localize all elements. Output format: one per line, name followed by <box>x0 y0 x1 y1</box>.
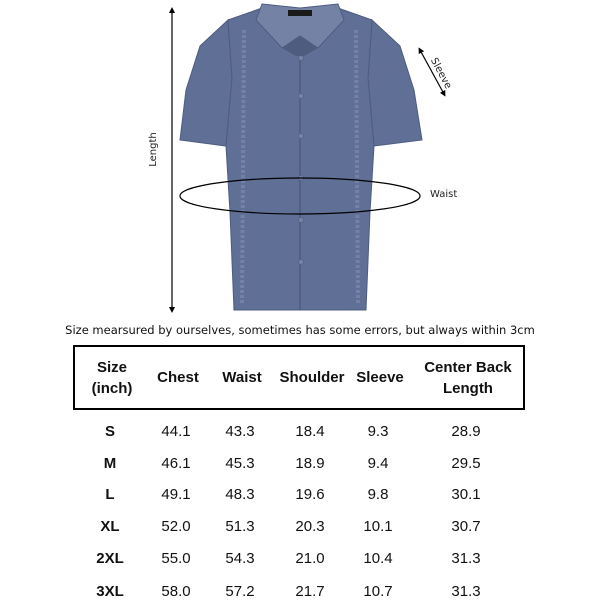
cell-chest: 44.1 <box>161 423 191 440</box>
header-waist: Waist <box>222 369 262 386</box>
cell-size: L <box>105 486 115 503</box>
left-sleeve <box>180 20 232 146</box>
shirt-button <box>298 93 303 98</box>
cell-chest: 49.1 <box>161 486 191 503</box>
cell-waist: 43.3 <box>225 423 255 440</box>
cell-sleeve: 9.4 <box>367 455 389 472</box>
header-chest: Chest <box>157 369 199 386</box>
cell-shoulder: 18.9 <box>295 455 325 472</box>
table-row <box>73 545 525 573</box>
cell-center-back-length: 30.1 <box>451 486 481 503</box>
cell-waist: 48.3 <box>225 486 255 503</box>
cell-waist: 51.3 <box>225 518 255 535</box>
table-row <box>73 578 525 606</box>
cell-sleeve: 10.1 <box>363 518 393 535</box>
table-row <box>73 450 525 478</box>
right-embroidery-stripe <box>356 30 358 304</box>
sleeve-label: Sleeve <box>428 56 454 91</box>
neck-label <box>288 10 312 16</box>
cell-sleeve: 9.3 <box>367 423 389 440</box>
header-size: Size (inch) <box>91 358 133 397</box>
cell-center-back-length: 29.5 <box>451 455 481 472</box>
table-row <box>73 481 525 509</box>
cell-size: S <box>104 423 115 440</box>
cell-chest: 55.0 <box>161 550 191 567</box>
cell-chest: 58.0 <box>161 583 191 600</box>
cell-sleeve: 9.8 <box>367 486 389 503</box>
cell-sleeve: 10.4 <box>363 550 393 567</box>
cell-center-back-length: 31.3 <box>451 583 481 600</box>
cell-waist: 54.3 <box>225 550 255 567</box>
shirt-icon <box>180 4 422 310</box>
cell-size: 2XL <box>96 550 124 567</box>
waist-label: Waist <box>430 189 458 200</box>
table-row <box>73 513 525 541</box>
cell-center-back-length: 31.3 <box>451 550 481 567</box>
shirt-button <box>298 55 303 60</box>
cell-shoulder: 21.0 <box>295 550 325 567</box>
cell-size: XL <box>100 518 120 535</box>
length-label: Length <box>147 132 159 167</box>
left-embroidery-stripe <box>242 30 244 304</box>
cell-shoulder: 18.4 <box>295 423 325 440</box>
cell-chest: 52.0 <box>161 518 191 535</box>
cell-size: 3XL <box>96 583 124 600</box>
header-shoulder: Shoulder <box>279 369 345 386</box>
shirt-button <box>298 217 303 222</box>
cell-waist: 45.3 <box>225 455 255 472</box>
cell-shoulder: 20.3 <box>295 518 325 535</box>
cell-shoulder: 19.6 <box>295 486 325 503</box>
header-sleeve: Sleeve <box>356 369 404 386</box>
cell-size: M <box>103 455 117 472</box>
header-center-back-length: Center Back Length <box>424 358 512 397</box>
cell-waist: 57.2 <box>225 583 255 600</box>
cell-shoulder: 21.7 <box>295 583 325 600</box>
cell-center-back-length: 28.9 <box>451 423 481 440</box>
cell-chest: 46.1 <box>161 455 191 472</box>
cell-center-back-length: 30.7 <box>451 518 481 535</box>
size-table-header <box>73 345 525 410</box>
shirt-button <box>298 133 303 138</box>
table-row <box>73 418 525 446</box>
shirt-button <box>298 259 303 264</box>
cell-sleeve: 10.7 <box>363 583 393 600</box>
right-sleeve <box>368 20 422 146</box>
measurement-note: Size mearsured by ourselves, sometimes has some errors, but always within 3cm <box>65 323 535 337</box>
